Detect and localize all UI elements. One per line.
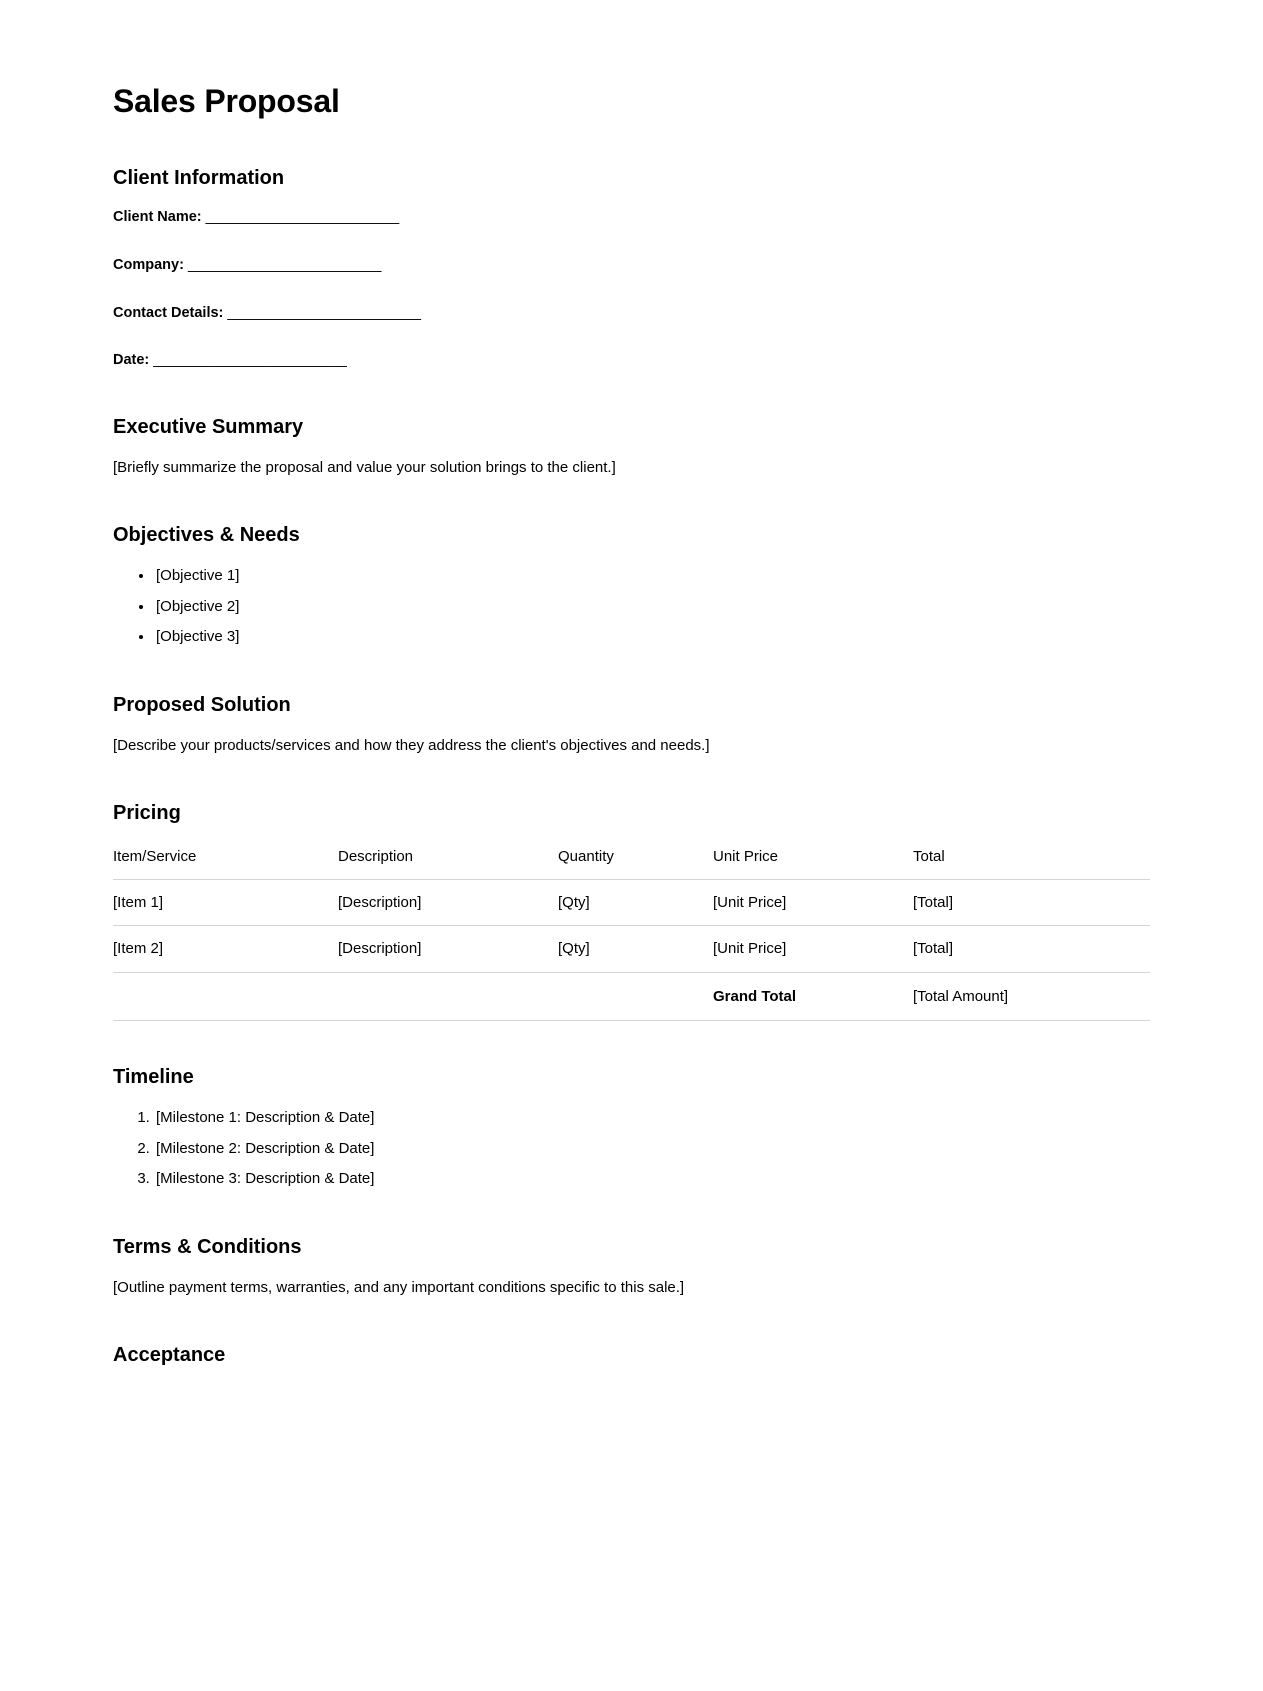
cell-quantity[interactable]: [Qty] — [558, 926, 713, 973]
table-row — [113, 879, 1150, 926]
field-row-client-name — [113, 208, 1150, 228]
proposed-solution-body: [Describe your products/services and how they address the client's objectives and needs.] — [113, 736, 710, 754]
section-heading-acceptance: Acceptance — [113, 1344, 226, 1367]
list-item: 2. [Milestone 2: Description & Date] — [154, 1138, 1150, 1161]
section-heading-proposed-solution: Proposed Solution — [113, 693, 291, 716]
field-label-date: Date: — [113, 352, 150, 369]
cell-empty — [113, 972, 338, 1021]
list-item: • [Objective 3] — [154, 626, 1150, 649]
terms-conditions-body: [Outline payment terms, warranties, and any important conditions specific to this sale.] — [113, 1278, 685, 1296]
field-row-company — [113, 256, 1150, 276]
field-label-client-name: Client Name: — [113, 209, 202, 226]
timeline-list — [113, 1107, 1150, 1191]
cell-empty — [558, 972, 713, 1021]
field-blank-date[interactable]: ________________________ — [153, 352, 347, 369]
section-client-information — [113, 166, 1150, 370]
list-item: • [Objective 2] — [154, 596, 1150, 619]
cell-empty — [338, 972, 558, 1021]
section-timeline — [113, 1065, 1150, 1191]
list-item: 1. [Milestone 1: Description & Date] — [154, 1107, 1150, 1130]
page-bottom-whitespace — [113, 1411, 1150, 1651]
section-heading-pricing: Pricing — [113, 802, 181, 825]
section-heading-terms-conditions: Terms & Conditions — [113, 1235, 302, 1258]
section-heading-client-information: Client Information — [113, 167, 285, 190]
table-row — [113, 926, 1150, 973]
cell-description[interactable]: [Description] — [338, 926, 558, 973]
objectives-list — [113, 565, 1150, 649]
field-label-company: Company: — [113, 256, 184, 273]
field-blank-company[interactable]: ________________________ — [187, 256, 382, 273]
column-header-total: Total — [913, 843, 1150, 879]
cell-quantity[interactable]: [Qty] — [558, 879, 713, 926]
section-heading-timeline: Timeline — [113, 1066, 194, 1089]
section-heading-executive-summary: Executive Summary — [113, 415, 304, 438]
column-header-description: Description — [338, 843, 558, 879]
column-header-item-service: Item/Service — [113, 843, 338, 879]
section-proposed-solution — [113, 693, 1150, 758]
section-objectives-needs — [113, 523, 1150, 649]
field-row-date — [113, 351, 1150, 371]
field-blank-client-name[interactable]: ________________________ — [205, 209, 400, 226]
cell-unit-price[interactable]: [Unit Price] — [713, 926, 913, 973]
section-pricing — [113, 801, 1150, 1021]
page-title: Sales Proposal — [113, 83, 340, 119]
section-acceptance — [113, 1343, 1150, 1367]
section-heading-objectives-needs: Objectives & Needs — [113, 524, 300, 547]
cell-item-service[interactable]: [Item 1] — [113, 879, 338, 926]
grand-total-label: Grand Total — [713, 972, 913, 1021]
list-item: 3. [Milestone 3: Description & Date] — [154, 1168, 1150, 1191]
table-row-grand-total — [113, 972, 1150, 1021]
executive-summary-body: [Briefly summarize the proposal and value your solution brings to the client.] — [113, 458, 616, 476]
field-blank-contact-details[interactable]: ________________________ — [227, 304, 421, 321]
cell-description[interactable]: [Description] — [338, 879, 558, 926]
column-header-unit-price: Unit Price — [713, 843, 913, 879]
cell-total[interactable]: [Total] — [913, 926, 1150, 973]
list-item: • [Objective 1] — [154, 565, 1150, 588]
column-header-quantity: Quantity — [558, 843, 713, 879]
cell-item-service[interactable]: [Item 2] — [113, 926, 338, 973]
field-row-contact-details — [113, 304, 1150, 324]
section-executive-summary — [113, 415, 1150, 480]
grand-total-value[interactable]: [Total Amount] — [913, 972, 1150, 1021]
cell-total[interactable]: [Total] — [913, 879, 1150, 926]
pricing-table — [113, 843, 1150, 1021]
field-label-contact-details: Contact Details: — [113, 304, 224, 321]
cell-unit-price[interactable]: [Unit Price] — [713, 879, 913, 926]
table-header-row — [113, 843, 1150, 879]
section-terms-conditions — [113, 1235, 1150, 1300]
